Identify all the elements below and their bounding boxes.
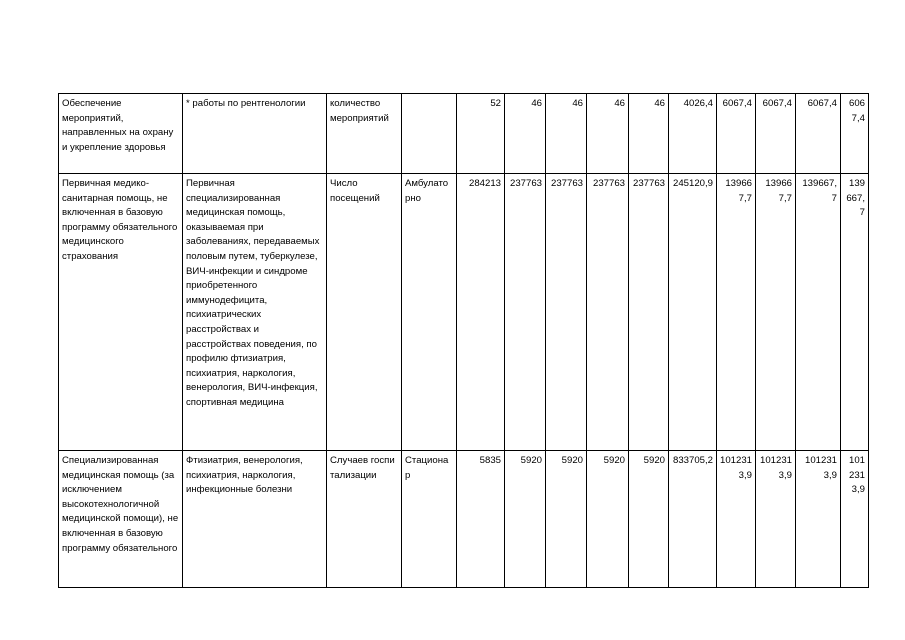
table-row <box>59 451 869 588</box>
value-cell: 46 <box>546 94 587 174</box>
value-cell: 4026,4 <box>669 94 717 174</box>
work-type-cell: Первичная специализированная медицинская помощь, оказываемая при заболеваниях, передаваемых половым путем, туберкулезе, ВИЧ-инфекции и синдроме приобретенного иммунодефицита, психиатрических расстройствах и расстройствах поведения, по профилю фтизиатрия, психиатрия, наркология, венерология, ВИЧ-инфекция, спортивная медицина <box>183 174 327 451</box>
service-name-cell: Обеспечение мероприятий, направленных на охрану и укрепление здоровья <box>59 94 183 174</box>
value-cell: 139667,7 <box>756 174 796 451</box>
work-type-cell: * работы по рентгенологии <box>183 94 327 174</box>
value-cell: 1012313,9 <box>841 451 869 588</box>
value-cell: 284213 <box>457 174 505 451</box>
table-row <box>59 174 869 451</box>
value-cell: 5920 <box>629 451 669 588</box>
value-cell: 245120,9 <box>669 174 717 451</box>
value-cell: 6067,4 <box>796 94 841 174</box>
service-name-cell: Первичная медико-санитарная помощь, не включенная в базовую программу обязательного медицинского страхования <box>59 174 183 451</box>
value-cell: 139667,7 <box>717 174 756 451</box>
value-cell: 237763 <box>505 174 546 451</box>
value-cell: 237763 <box>546 174 587 451</box>
condition-cell <box>402 94 457 174</box>
value-cell: 5835 <box>457 451 505 588</box>
work-type-cell: Фтизиатрия, венерология, психиатрия, наркология, инфекционные болезни <box>183 451 327 588</box>
value-cell: 46 <box>587 94 629 174</box>
value-cell: 139667,7 <box>796 174 841 451</box>
value-cell: 139667,7 <box>841 174 869 451</box>
value-cell: 5920 <box>546 451 587 588</box>
value-cell: 6067,4 <box>717 94 756 174</box>
value-cell: 237763 <box>629 174 669 451</box>
value-cell: 237763 <box>587 174 629 451</box>
value-cell: 1012313,9 <box>756 451 796 588</box>
services-table <box>58 93 869 588</box>
value-cell: 52 <box>457 94 505 174</box>
value-cell: 6067,4 <box>756 94 796 174</box>
table-row <box>59 94 869 174</box>
value-cell: 46 <box>505 94 546 174</box>
value-cell: 1012313,9 <box>717 451 756 588</box>
condition-cell: Стационар <box>402 451 457 588</box>
value-cell: 46 <box>629 94 669 174</box>
condition-cell: Амбулаторно <box>402 174 457 451</box>
value-cell: 1012313,9 <box>796 451 841 588</box>
value-cell: 833705,2 <box>669 451 717 588</box>
value-cell: 5920 <box>587 451 629 588</box>
value-cell: 6067,4 <box>841 94 869 174</box>
unit-cell: Случаев госпитализации <box>327 451 402 588</box>
service-name-cell: Специализированная медицинская помощь (за исключением высокотехнологичной медицинской помощи), не включенная в базовую программу обязательного <box>59 451 183 588</box>
unit-cell: количество мероприятий <box>327 94 402 174</box>
value-cell: 5920 <box>505 451 546 588</box>
unit-cell: Число посещений <box>327 174 402 451</box>
